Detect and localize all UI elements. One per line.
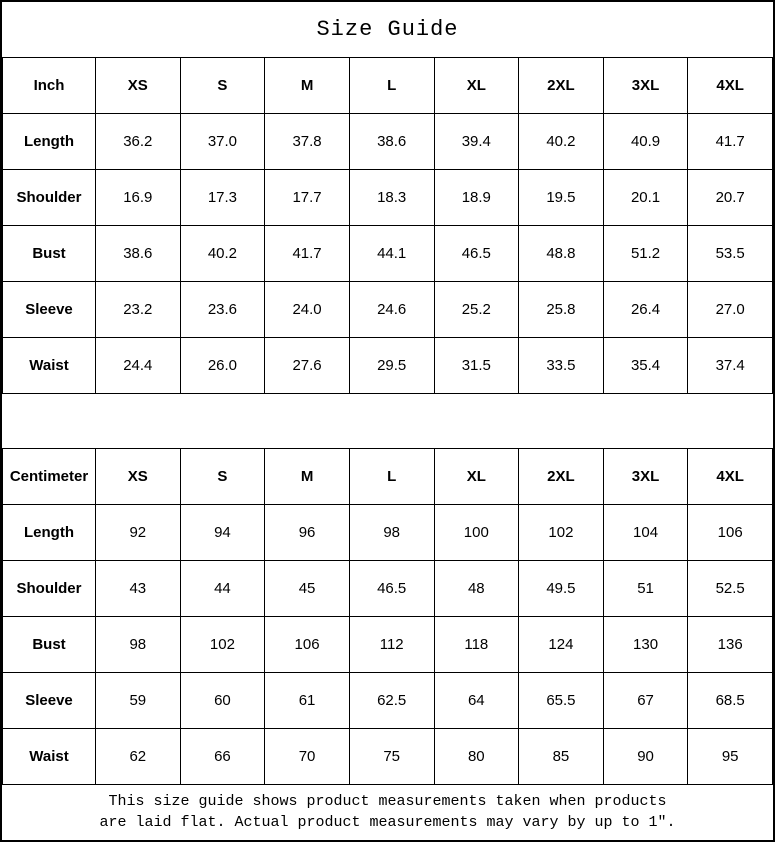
cell: 38.6 (349, 114, 434, 170)
cell: 95 (688, 729, 773, 785)
cell: 64 (434, 673, 519, 729)
cell: 106 (265, 617, 350, 673)
cell: 25.8 (519, 282, 604, 338)
cell: 37.0 (180, 114, 265, 170)
cell: 41.7 (688, 114, 773, 170)
cell: 59 (96, 673, 181, 729)
cell: 40.2 (519, 114, 604, 170)
unit-header-centimeter: Centimeter (3, 449, 96, 505)
unit-header-inch: Inch (3, 58, 96, 114)
centimeter-table (2, 448, 773, 785)
size-header-s: S (180, 58, 265, 114)
inch-header-row (3, 58, 773, 114)
cell: 98 (96, 617, 181, 673)
row-label: Sleeve (3, 282, 96, 338)
row-label: Length (3, 505, 96, 561)
table-row (3, 617, 773, 673)
cell: 112 (349, 617, 434, 673)
spacer-row (2, 394, 773, 448)
size-header-2xl: 2XL (519, 449, 604, 505)
cell: 130 (603, 617, 688, 673)
cell: 61 (265, 673, 350, 729)
size-header-l: L (349, 58, 434, 114)
cell: 36.2 (96, 114, 181, 170)
cell: 67 (603, 673, 688, 729)
size-header-s: S (180, 449, 265, 505)
size-header-m: M (265, 449, 350, 505)
cell: 29.5 (349, 338, 434, 394)
cell: 53.5 (688, 226, 773, 282)
cell: 38.6 (96, 226, 181, 282)
cell: 136 (688, 617, 773, 673)
cell: 96 (265, 505, 350, 561)
cell: 65.5 (519, 673, 604, 729)
cell: 48.8 (519, 226, 604, 282)
cell: 33.5 (519, 338, 604, 394)
cell: 37.8 (265, 114, 350, 170)
size-header-4xl: 4XL (688, 58, 773, 114)
cell: 17.7 (265, 170, 350, 226)
size-header-xl: XL (434, 58, 519, 114)
cell: 26.0 (180, 338, 265, 394)
row-label: Shoulder (3, 170, 96, 226)
row-label: Waist (3, 338, 96, 394)
size-header-3xl: 3XL (603, 449, 688, 505)
footer-note (2, 785, 773, 840)
cell: 17.3 (180, 170, 265, 226)
cell: 27.0 (688, 282, 773, 338)
row-label: Length (3, 114, 96, 170)
cell: 90 (603, 729, 688, 785)
cell: 16.9 (96, 170, 181, 226)
size-header-xs: XS (96, 58, 181, 114)
cell: 52.5 (688, 561, 773, 617)
cell: 68.5 (688, 673, 773, 729)
cell: 66 (180, 729, 265, 785)
footer-line-2: are laid flat. Actual product measurements may vary by up to 1″. (99, 813, 676, 831)
cell: 62.5 (349, 673, 434, 729)
table-row (3, 338, 773, 394)
row-label: Shoulder (3, 561, 96, 617)
row-label: Sleeve (3, 673, 96, 729)
cell: 51 (603, 561, 688, 617)
footer-line-1: This size guide shows product measurements taken when products (108, 793, 667, 811)
cell: 49.5 (519, 561, 604, 617)
size-header-l: L (349, 449, 434, 505)
row-label: Waist (3, 729, 96, 785)
cell: 92 (96, 505, 181, 561)
row-label: Bust (3, 226, 96, 282)
cell: 24.4 (96, 338, 181, 394)
table-row (3, 505, 773, 561)
cell: 18.3 (349, 170, 434, 226)
cell: 40.9 (603, 114, 688, 170)
cell: 31.5 (434, 338, 519, 394)
size-header-2xl: 2XL (519, 58, 604, 114)
cell: 20.7 (688, 170, 773, 226)
cell: 46.5 (349, 561, 434, 617)
cell: 41.7 (265, 226, 350, 282)
cell: 85 (519, 729, 604, 785)
cell: 20.1 (603, 170, 688, 226)
cell: 75 (349, 729, 434, 785)
table-row (3, 114, 773, 170)
cell: 124 (519, 617, 604, 673)
size-header-4xl: 4XL (688, 449, 773, 505)
cell: 98 (349, 505, 434, 561)
size-header-3xl: 3XL (603, 58, 688, 114)
cell: 100 (434, 505, 519, 561)
cell: 51.2 (603, 226, 688, 282)
size-header-m: M (265, 58, 350, 114)
cell: 39.4 (434, 114, 519, 170)
cell: 106 (688, 505, 773, 561)
cm-header-row (3, 449, 773, 505)
table-row (3, 729, 773, 785)
inch-table (2, 57, 773, 394)
page-title: Size Guide (316, 17, 459, 42)
size-header-xs: XS (96, 449, 181, 505)
cell: 44.1 (349, 226, 434, 282)
cell: 40.2 (180, 226, 265, 282)
cell: 25.2 (434, 282, 519, 338)
cell: 23.6 (180, 282, 265, 338)
table-row (3, 561, 773, 617)
cell: 27.6 (265, 338, 350, 394)
cell: 60 (180, 673, 265, 729)
cell: 43 (96, 561, 181, 617)
cell: 24.0 (265, 282, 350, 338)
table-row (3, 226, 773, 282)
cell: 104 (603, 505, 688, 561)
cell: 18.9 (434, 170, 519, 226)
row-label: Bust (3, 617, 96, 673)
table-row (3, 673, 773, 729)
cell: 19.5 (519, 170, 604, 226)
cell: 26.4 (603, 282, 688, 338)
cell: 23.2 (96, 282, 181, 338)
cell: 44 (180, 561, 265, 617)
cell: 80 (434, 729, 519, 785)
cell: 24.6 (349, 282, 434, 338)
cell: 37.4 (688, 338, 773, 394)
table-row (3, 282, 773, 338)
cell: 102 (180, 617, 265, 673)
cell: 45 (265, 561, 350, 617)
cell: 48 (434, 561, 519, 617)
size-header-xl: XL (434, 449, 519, 505)
cell: 118 (434, 617, 519, 673)
cell: 35.4 (603, 338, 688, 394)
cell: 46.5 (434, 226, 519, 282)
cell: 102 (519, 505, 604, 561)
cell: 70 (265, 729, 350, 785)
cell: 94 (180, 505, 265, 561)
table-row (3, 170, 773, 226)
cell: 62 (96, 729, 181, 785)
